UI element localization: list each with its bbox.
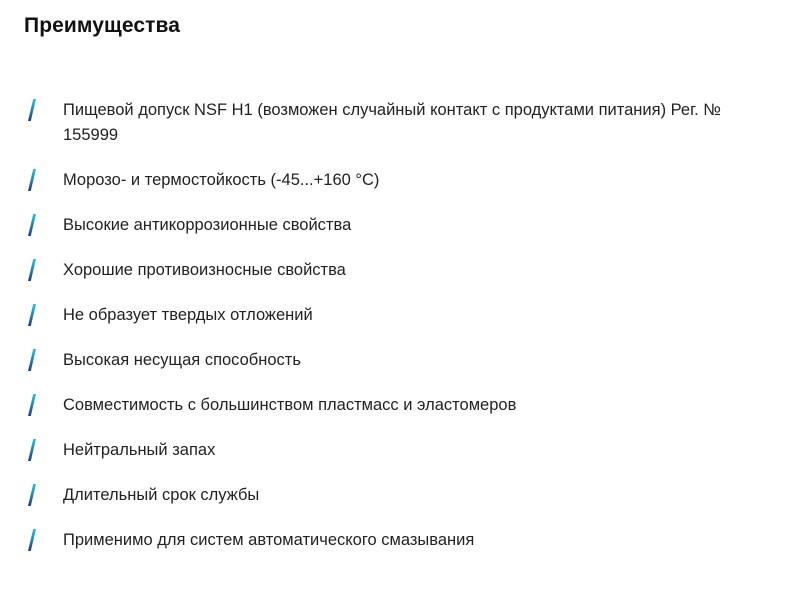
list-item [24,258,774,283]
slash-icon [28,304,36,326]
slash-icon [28,349,36,371]
list-item-text: Высокая несущая способность [63,351,301,369]
section-title: Преимущества [24,14,181,37]
list-item-text: Не образует твердых отложений [63,306,313,324]
slash-icon [28,259,36,281]
slash-icon [28,439,36,461]
list-item [24,213,774,238]
list-item-text: Морозо- и термостойкость (-45...+160 °C) [63,171,380,189]
list-item-text: Применимо для систем автоматического смазывания [63,531,475,549]
slash-icon [28,169,36,191]
list-item-text: Нейтральный запах [63,441,216,459]
list-item [24,438,774,463]
list-item [24,98,774,148]
slash-icon [28,529,36,551]
list-item [24,168,774,193]
list-item-text: Хорошие противоизносные свойства [63,261,346,279]
slash-icon [28,214,36,236]
list-item [24,528,774,553]
list-item [24,303,774,328]
slash-icon [28,99,36,121]
list-item-text: Пищевой допуск NSF H1 (возможен случайный контакт с продуктами питания) Рег. № 155999 [63,101,721,144]
list-item-text: Высокие антикоррозионные свойства [63,216,352,234]
slash-icon [28,394,36,416]
list-item [24,348,774,373]
list-item [24,393,774,418]
slash-icon [28,484,36,506]
advantages-section [24,12,774,549]
list-item [24,483,774,508]
advantages-list [24,98,774,573]
list-item-text: Совместимость с большинством пластмасс и эластомеров [63,396,517,414]
list-item-text: Длительный срок службы [63,486,260,504]
